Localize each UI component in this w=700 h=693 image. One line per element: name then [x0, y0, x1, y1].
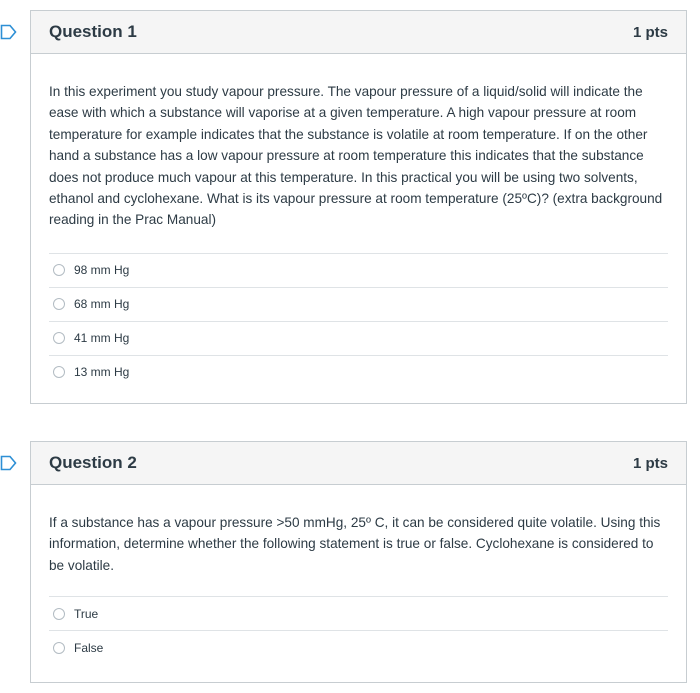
radio-button-icon[interactable]	[53, 298, 65, 310]
question-1	[30, 10, 687, 404]
answer-label[interactable]: 41 mm Hg	[74, 331, 130, 346]
answer-label[interactable]: 13 mm Hg	[74, 365, 130, 380]
answer-option[interactable]	[49, 287, 668, 321]
radio-button-icon[interactable]	[53, 608, 65, 620]
question-2-header	[31, 442, 686, 485]
answer-option[interactable]	[49, 321, 668, 355]
answer-label[interactable]: 68 mm Hg	[74, 297, 130, 312]
answer-label[interactable]: 98 mm Hg	[74, 263, 130, 278]
flag-question-1-icon[interactable]	[0, 24, 17, 40]
answer-option[interactable]	[49, 596, 668, 630]
question-title: Question 1	[49, 22, 137, 41]
radio-button-icon[interactable]	[53, 366, 65, 378]
answer-list	[49, 596, 668, 664]
answer-option[interactable]	[49, 630, 668, 664]
answer-list	[49, 253, 668, 389]
question-text: If a substance has a vapour pressure >50 mmHg, 25º C, it can be considered quite volatile. Using this information, determine whether the following statement is true or false. Cyclohexane is considered to be volatile.	[49, 515, 661, 573]
question-points: 1 pts	[632, 454, 668, 472]
radio-button-icon[interactable]	[53, 264, 65, 276]
answer-label[interactable]: True	[74, 606, 99, 621]
answer-option[interactable]	[49, 253, 668, 287]
question-title: Question 2	[49, 453, 137, 472]
answer-label[interactable]: False	[74, 640, 104, 655]
question-2	[30, 441, 687, 683]
radio-button-icon[interactable]	[53, 332, 65, 344]
radio-button-icon[interactable]	[53, 642, 65, 654]
question-points: 1 pts	[632, 23, 668, 41]
answer-option[interactable]	[49, 355, 668, 389]
question-1-header	[31, 11, 686, 54]
flag-question-2-icon[interactable]	[0, 455, 17, 471]
question-text: In this experiment you study vapour pressure. The vapour pressure of a liquid/solid will indicate the ease with which a substance will vaporise at a given temperature. A high vapour pressure at room temperature for example indicates that the substance is volatile at room temperature. If on the other hand a substance has a low vapour pressure at room temperature this indicates that the substance does not produce much vapour at this temperature. In this practical you will be using two solvents, ethanol and cyclohexane. What is its vapour pressure at room temperature (25ºC)? (extra background reading in the Prac Manual)	[49, 84, 663, 228]
